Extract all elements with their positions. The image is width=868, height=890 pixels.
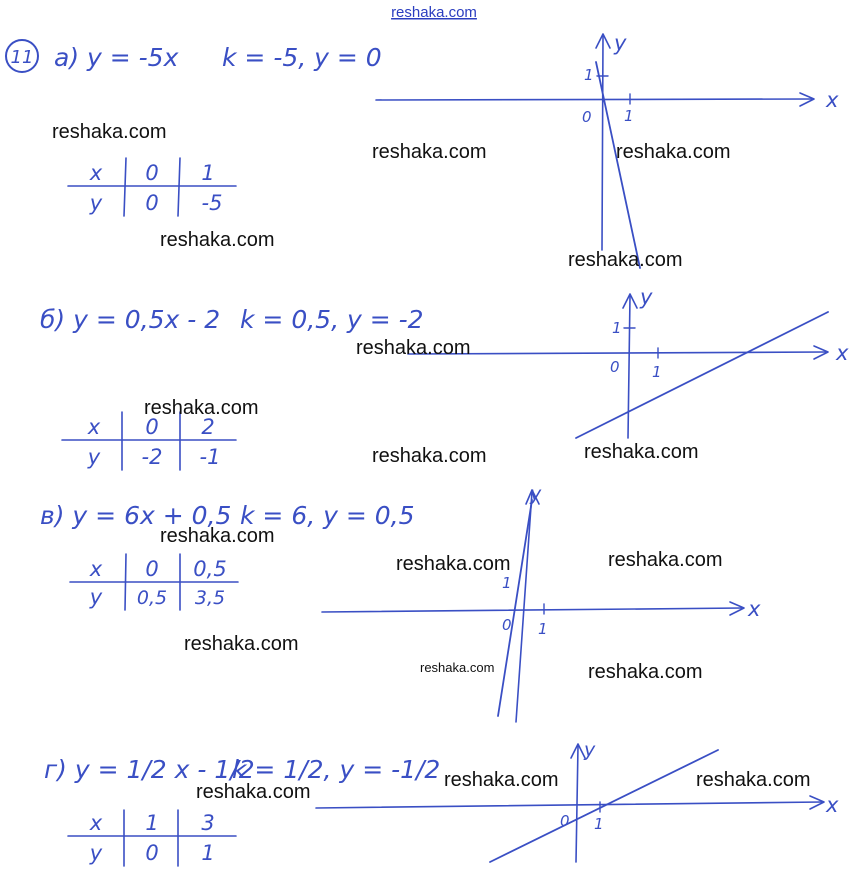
watermark: reshaka.com	[420, 660, 495, 675]
y-axis	[628, 296, 630, 438]
part-c-table	[70, 554, 238, 610]
part-b-graph	[408, 285, 849, 438]
watermark: reshaka.com	[616, 141, 731, 163]
axis-label-x: x	[826, 88, 839, 112]
table-cell: x	[87, 415, 101, 439]
table-cell: -1	[199, 445, 221, 469]
part-b-equation: б) y = 0,5x - 2	[40, 305, 221, 334]
task-number: 11	[10, 47, 34, 68]
tick-label-y: 1	[502, 574, 512, 592]
origin-label: 0	[560, 812, 570, 830]
watermark: reshaka.com	[356, 337, 471, 359]
table-cell: 1	[201, 841, 215, 865]
axis-label-x: x	[836, 341, 849, 365]
watermark: reshaka.com	[584, 441, 699, 463]
axis-label-x: x	[748, 597, 761, 621]
y-axis	[576, 746, 578, 862]
tick-label-x: 1	[538, 620, 548, 638]
table-cell: y	[89, 841, 103, 865]
tick-label-x: 1	[594, 815, 604, 833]
table-cell: 0,5	[136, 587, 168, 609]
y-axis	[602, 36, 603, 250]
watermark: reshaka.com	[196, 781, 311, 803]
table-cell: 0	[145, 557, 159, 581]
watermark: reshaka.com	[184, 633, 299, 655]
watermark: reshaka.com	[444, 769, 559, 791]
part-b-table	[62, 412, 236, 470]
table-cell: 0,5	[193, 557, 227, 581]
table-cell: x	[89, 811, 103, 835]
part-c-equation: в) y = 6x + 0,5	[40, 501, 232, 530]
watermark: reshaka.com	[608, 549, 723, 571]
tick-label-x: 1	[652, 363, 662, 381]
watermark: reshaka.com	[160, 525, 275, 547]
watermark: reshaka.com	[52, 121, 167, 143]
watermark: reshaka.com	[696, 769, 811, 791]
header-watermark[interactable]: reshaka.com	[391, 4, 477, 21]
part-d	[44, 739, 839, 866]
x-axis	[376, 99, 812, 100]
part-b-params: k = 0,5, y = -2	[240, 305, 424, 334]
table-cell: 0	[145, 191, 159, 215]
part-c	[40, 483, 761, 722]
origin-label: 0	[502, 616, 512, 634]
table-cell: -5	[201, 191, 223, 215]
table-cell: 3	[201, 811, 215, 835]
tick-label-y: 1	[612, 319, 622, 337]
axis-label-y: y	[584, 739, 596, 761]
table-cell: y	[89, 191, 103, 215]
x-axis	[408, 352, 826, 354]
table-cell: 3,5	[194, 587, 226, 609]
tick-label-y: 1	[584, 66, 594, 84]
part-d-table	[68, 810, 236, 866]
watermark: reshaka.com	[568, 249, 683, 271]
tick-label-x: 1	[624, 107, 634, 125]
table-cell: y	[87, 445, 101, 469]
axis-label-y: y	[614, 31, 627, 55]
x-axis	[322, 608, 742, 612]
table-cell: 1	[201, 161, 215, 185]
watermark-layer	[52, 121, 811, 803]
part-a-params: k = -5, y = 0	[222, 43, 382, 72]
y-axis	[516, 492, 532, 722]
watermark: reshaka.com	[372, 141, 487, 163]
part-d-params: k = 1/2, y = -1/2	[232, 755, 441, 784]
watermark: reshaka.com	[588, 661, 703, 683]
table-cell: 0	[145, 161, 159, 185]
watermark: reshaka.com	[372, 445, 487, 467]
watermark: reshaka.com	[144, 397, 259, 419]
part-a-equation: а) y = -5x	[54, 43, 179, 72]
table-cell: 0	[145, 841, 159, 865]
origin-label: 0	[582, 108, 592, 126]
axis-label-x: x	[826, 793, 839, 817]
table-cell: x	[89, 557, 103, 581]
watermark: reshaka.com	[396, 553, 511, 575]
axis-label-y: y	[640, 285, 653, 309]
watermark: reshaka.com	[160, 229, 275, 251]
table-cell: 0	[145, 415, 159, 439]
x-axis	[316, 802, 822, 808]
origin-label: 0	[610, 358, 620, 376]
table-cell: x	[89, 161, 103, 185]
part-a-table	[68, 158, 236, 216]
part-b	[40, 285, 849, 470]
part-d-equation: г) y = 1/2 x - 1/2	[44, 755, 255, 784]
graph-line	[498, 500, 532, 716]
table-cell: y	[89, 585, 103, 609]
table-cell: 1	[145, 811, 159, 835]
axis-label-y: y	[530, 483, 542, 505]
table-cell: 2	[201, 415, 215, 439]
table-cell: -2	[141, 445, 163, 469]
part-c-params: k = 6, y = 0,5	[240, 501, 415, 530]
